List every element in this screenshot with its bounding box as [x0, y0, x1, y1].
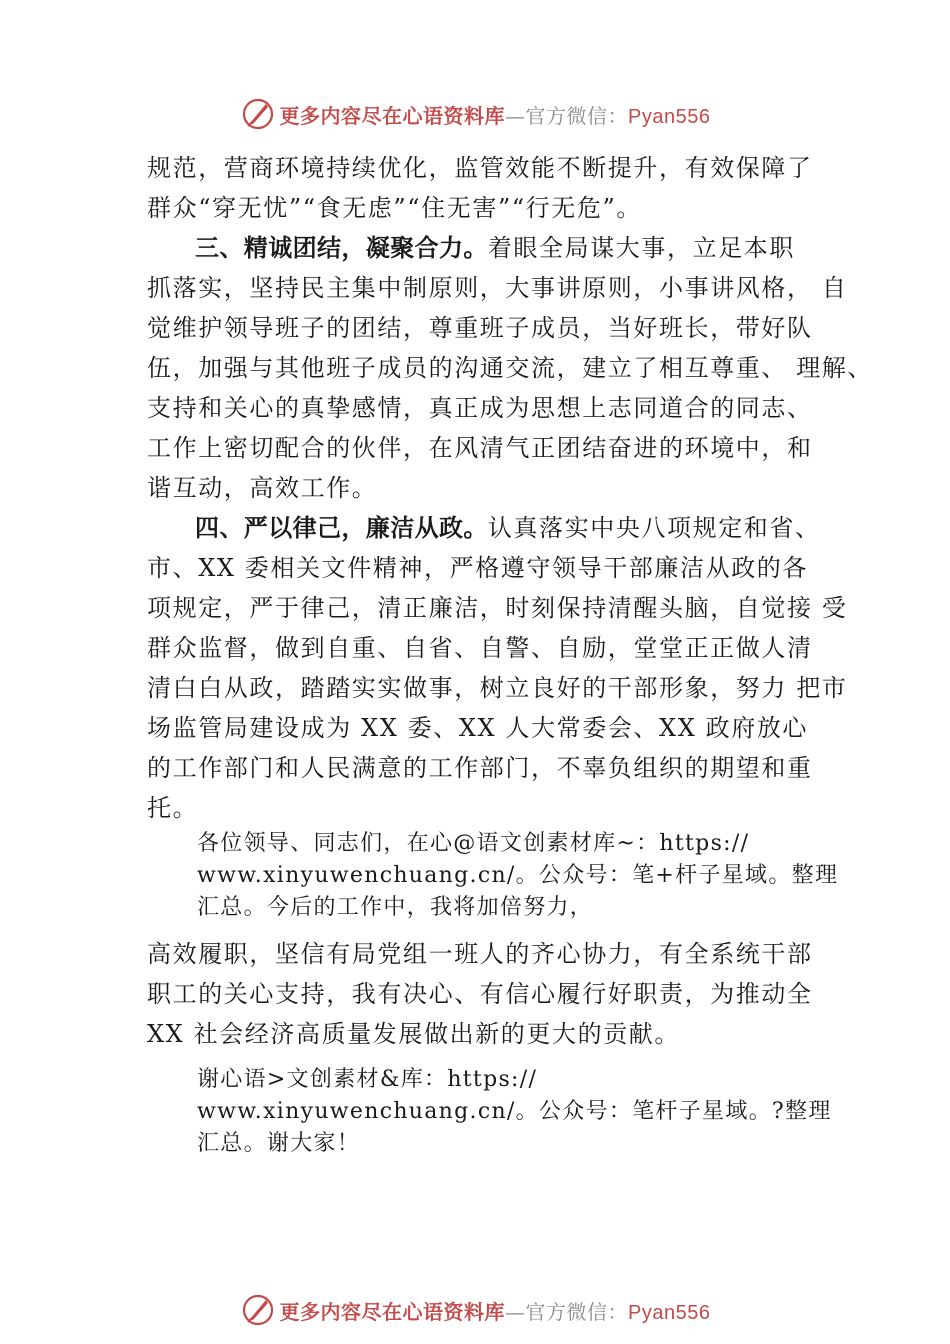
watermark-line: www.xinyuwenchuang.cn/。公众号：笔+杆子星域。整理 — [197, 863, 839, 888]
text-line: 抓落实，坚持民主集中制原则，大事讲原则，小事讲风格， 自 — [147, 274, 848, 302]
quill-seal-icon — [240, 1292, 276, 1328]
text-line: 的工作部门和人民满意的工作部门，不辜负组织的期望和重 — [147, 754, 813, 782]
paragraph-first-line: 三、精诚团结，凝聚合力。着眼全局谋大事，立足本职 — [195, 234, 796, 262]
text-line: 支持和关心的真挚感情，真正成为思想上志同道合的同志、 — [147, 394, 813, 422]
watermark-line: 汇总。谢大家！ — [197, 1131, 361, 1156]
text-line: 清白白从政，踏踏实实做事，树立良好的干部形象，努力 把市 — [147, 674, 848, 702]
banner-text: 更多内容尽在心语资料库—官方微信：Pyan556 — [279, 1299, 711, 1324]
text-line: 谐互动，高效工作。 — [147, 474, 378, 502]
watermark-line: www.xinyuwenchuang.cn/。公众号：笔杆子星域。?整理 — [197, 1099, 832, 1124]
paragraph-first-line: 四、严以律己，廉洁从政。认真落实中央八项规定和省、 — [195, 514, 821, 542]
section-heading: 三、精诚团结，凝聚合力。 — [195, 234, 488, 262]
text-line: 觉维护领导班子的团结，尊重班子成员，当好班长，带好队 — [147, 314, 813, 342]
text-line: 群众监督，做到自重、自省、自警、自励，堂堂正正做人清 — [147, 634, 813, 662]
text-line: 伍，加强与其他班子成员的沟通交流，建立了相互尊重、 理解、 — [147, 354, 874, 382]
text-line: 托。 — [147, 794, 199, 822]
document-body — [147, 148, 874, 1160]
text-line: 职工的关心支持，我有决心、有信心履行好职责，为推动全 — [147, 980, 813, 1008]
header-banner — [0, 94, 950, 134]
text-line: 工作上密切配合的伙伴，在风清气正团结奋进的环境中，和 — [147, 434, 813, 462]
text-line: 场监管局建设成为 XX 委、XX 人大常委会、XX 政府放心 — [147, 714, 809, 742]
text-line: 项规定，严于律己，清正廉洁，时刻保持清醒头脑，自觉接 受 — [147, 594, 848, 622]
section-heading: 四、严以律己，廉洁从政。 — [195, 514, 488, 542]
text-line: 群众“穿无忧”“食无虑”“住无害”“行无危”。 — [147, 194, 642, 222]
text-line: XX 社会经济高质量发展做出新的更大的贡献。 — [147, 1020, 680, 1048]
text-line: 市、XX 委相关文件精神，严格遵守领导干部廉洁从政的各 — [147, 554, 808, 582]
watermark-line: 汇总。今后的工作中，我将加倍努力， — [197, 895, 594, 920]
text-line: 高效履职，坚信有局党组一班人的齐心协力，有全系统干部 — [147, 940, 813, 968]
quill-seal-icon — [240, 96, 276, 132]
watermark-line: 谢心语>文创素材&库：https:// — [197, 1067, 538, 1092]
text-line: 规范，营商环境持续优化，监管效能不断提升，有效保障了 — [147, 154, 813, 182]
watermark-line: 各位领导、同志们，在心@语文创素材库~：https:// — [197, 831, 750, 856]
footer-banner — [0, 1290, 950, 1330]
banner-text: 更多内容尽在心语资料库—官方微信：Pyan556 — [279, 103, 711, 128]
